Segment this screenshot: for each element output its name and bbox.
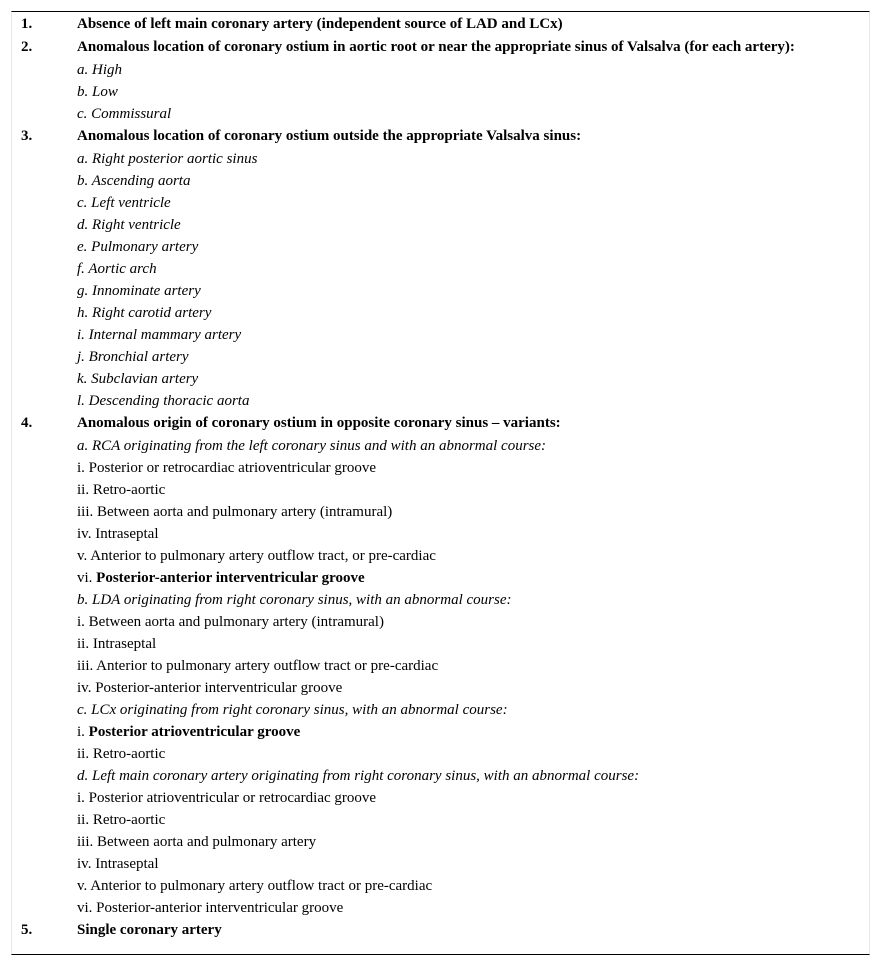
row-text: iv. Intraseptal: [77, 856, 159, 872]
table-row-subcategory: [0, 390, 881, 412]
table-row-category: [0, 125, 881, 148]
row-number: 2.: [21, 39, 33, 55]
table-row-subcategory: [0, 280, 881, 302]
row-text: Absence of left main coronary artery (independent source of LAD and LCx): [77, 16, 563, 32]
row-text: i. Posterior or retrocardiac atrioventricular groove: [77, 460, 377, 476]
table-row-variant: [0, 787, 881, 809]
row-text: v. Anterior to pulmonary artery outflow tract or pre-cardiac: [77, 878, 433, 894]
table-row-variant: [0, 501, 881, 523]
table-row-variant: [0, 633, 881, 655]
table-row-category: [0, 36, 881, 59]
row-text: ii. Retro-aortic: [77, 812, 166, 828]
row-text: iv. Posterior-anterior interventricular groove: [77, 680, 343, 696]
table-row-subcategory: [0, 81, 881, 103]
row-number: 5.: [21, 922, 33, 938]
row-text: a. Right posterior aortic sinus: [77, 151, 258, 167]
table-row-variant: [0, 523, 881, 545]
table-row-subcategory: [0, 699, 881, 721]
table-row-category: [0, 412, 881, 435]
table-row-variant: [0, 853, 881, 875]
row-text-emphasis: Posterior-anterior interventricular groove: [96, 570, 365, 586]
table-row-subcategory: [0, 103, 881, 125]
row-text: c. LCx originating from right coronary sinus, with an abnormal course:: [77, 702, 508, 718]
row-text: a. RCA originating from the left coronary sinus and with an abnormal course:: [77, 438, 547, 454]
row-text: i. Between aorta and pulmonary artery (intramural): [77, 614, 384, 630]
table-row-subcategory: [0, 148, 881, 170]
row-text: c. Commissural: [77, 106, 172, 122]
row-text: b. Low: [77, 84, 118, 100]
table-row-subcategory: [0, 302, 881, 324]
table-row-subcategory: [0, 59, 881, 81]
row-text: vi. Posterior-anterior interventricular groove: [77, 900, 344, 916]
classification-table: [0, 13, 881, 942]
table-row-subcategory: [0, 368, 881, 390]
table-row-category: [0, 919, 881, 942]
row-text: d. Left main coronary artery originating from right coronary sinus, with an abnormal course:: [77, 768, 640, 784]
row-text-prefix: i.: [77, 724, 89, 740]
table-row-variant: [0, 479, 881, 501]
row-text: l. Descending thoracic aorta: [77, 393, 250, 409]
row-text: d. Right ventricle: [77, 217, 181, 233]
table-row-variant: [0, 831, 881, 853]
row-text: g. Innominate artery: [77, 283, 201, 299]
row-text: [77, 721, 300, 743]
row-text: i. Internal mammary artery: [77, 327, 242, 343]
table-row-variant: [0, 743, 881, 765]
row-text: ii. Intraseptal: [77, 636, 157, 652]
row-text-prefix: vi.: [77, 570, 97, 586]
row-text: Anomalous origin of coronary ostium in opposite coronary sinus – variants:: [77, 415, 561, 431]
table-row-variant: [0, 897, 881, 919]
row-text: iii. Between aorta and pulmonary artery (intramural): [77, 504, 393, 520]
row-text: iii. Between aorta and pulmonary artery: [77, 834, 317, 850]
row-text: Anomalous location of coronary ostium outside the appropriate Valsalva sinus:: [77, 128, 582, 144]
table-row-subcategory: [0, 192, 881, 214]
row-text: iv. Intraseptal: [77, 526, 159, 542]
table-row-subcategory: [0, 258, 881, 280]
table-row-subcategory: [0, 236, 881, 258]
table-row-variant: [0, 655, 881, 677]
row-text: [77, 567, 365, 589]
row-text: b. LDA originating from right coronary sinus, with an abnormal course:: [77, 592, 512, 608]
row-text: Single coronary artery: [77, 922, 222, 938]
row-number: 1.: [21, 16, 33, 32]
row-text: j. Bronchial artery: [77, 349, 189, 365]
row-text: e. Pulmonary artery: [77, 239, 199, 255]
table-row-variant: [0, 567, 881, 589]
row-text: ii. Retro-aortic: [77, 482, 166, 498]
table-row-subcategory: [0, 435, 881, 457]
row-text: k. Subclavian artery: [77, 371, 199, 387]
row-text: ii. Retro-aortic: [77, 746, 166, 762]
row-text: b. Ascending aorta: [77, 173, 191, 189]
table-row-subcategory: [0, 589, 881, 611]
row-text: v. Anterior to pulmonary artery outflow tract, or pre-cardiac: [77, 548, 436, 564]
table-row-variant: [0, 721, 881, 743]
table-row-variant: [0, 809, 881, 831]
row-number: 3.: [21, 128, 33, 144]
table-row-variant: [0, 611, 881, 633]
table-row-subcategory: [0, 324, 881, 346]
table-row-variant: [0, 677, 881, 699]
row-text: a. High: [77, 62, 122, 78]
row-text: Anomalous location of coronary ostium in aortic root or near the appropriate sinus of Valsalva (for each artery):: [77, 39, 795, 55]
table-row-subcategory: [0, 170, 881, 192]
table-row-subcategory: [0, 214, 881, 236]
row-text-emphasis: Posterior atrioventricular groove: [88, 724, 301, 740]
row-text: f. Aortic arch: [77, 261, 157, 277]
table-row-subcategory: [0, 765, 881, 787]
row-text: i. Posterior atrioventricular or retrocardiac groove: [77, 790, 377, 806]
table-row-category: [0, 13, 881, 36]
table-row-variant: [0, 875, 881, 897]
row-text: iii. Anterior to pulmonary artery outflow tract or pre-cardiac: [77, 658, 439, 674]
row-text: h. Right carotid artery: [77, 305, 212, 321]
table-row-variant: [0, 457, 881, 479]
table-row-subcategory: [0, 346, 881, 368]
row-number: 4.: [21, 415, 33, 431]
row-text: c. Left ventricle: [77, 195, 171, 211]
table-row-variant: [0, 545, 881, 567]
